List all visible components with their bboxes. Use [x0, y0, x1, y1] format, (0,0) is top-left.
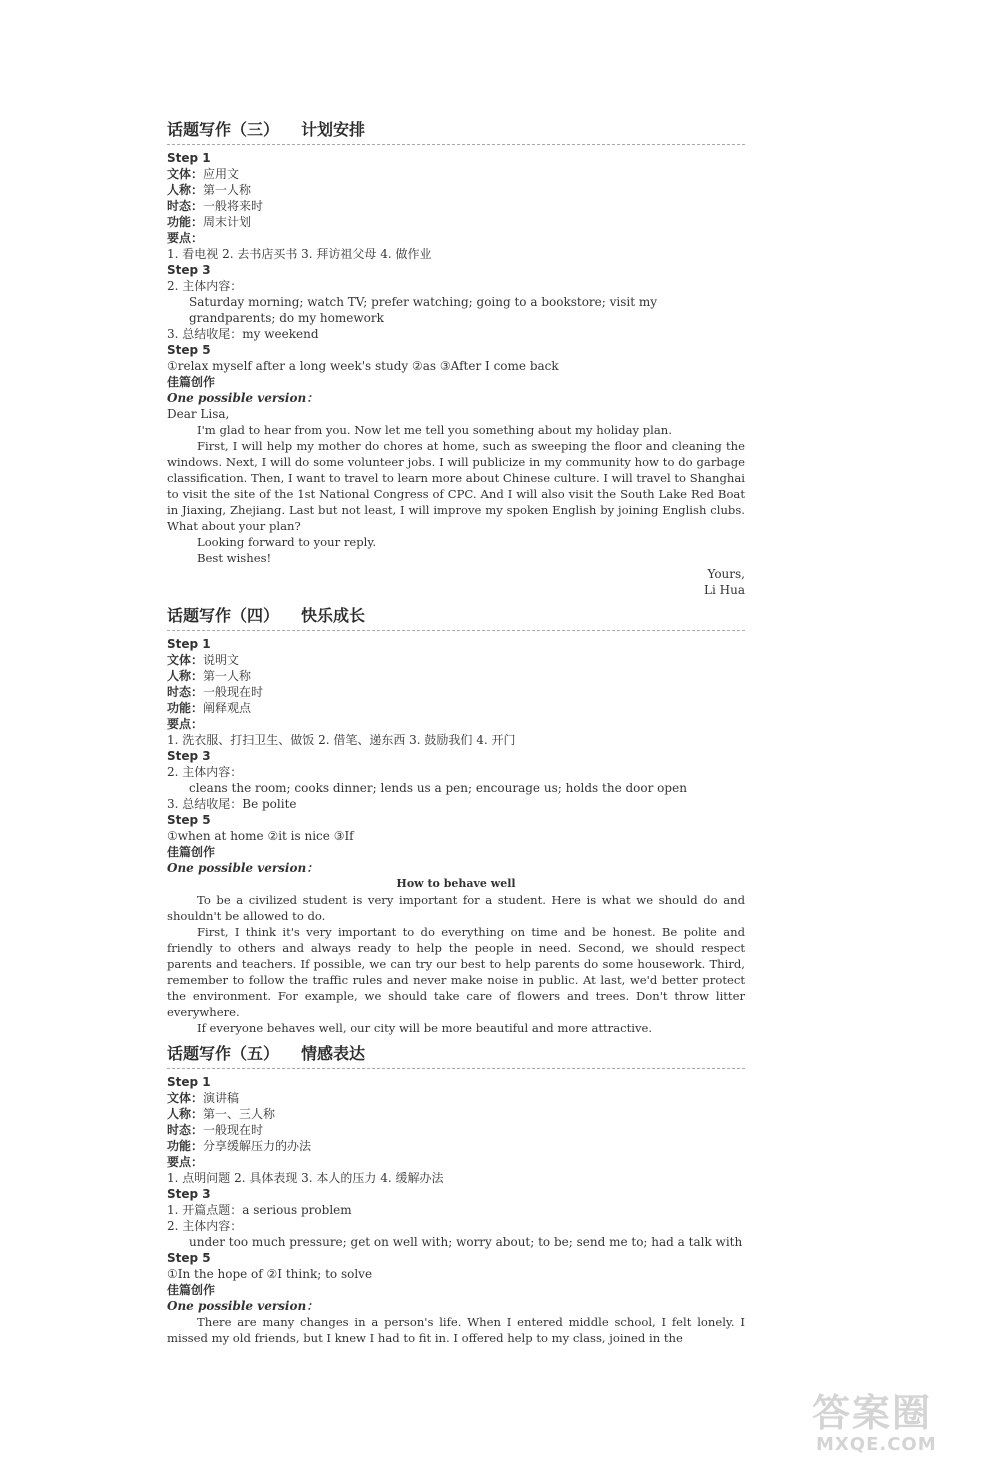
model-essay-label: 佳篇创作	[167, 1283, 216, 1297]
step-label: Step 3	[167, 263, 211, 277]
field-value: 第一、三人称	[203, 1107, 276, 1121]
step-label: Step 1	[167, 1075, 211, 1089]
section-3	[167, 112, 745, 598]
step5-answers: ①relax myself after a long week's study ②as ③After I come back	[167, 359, 559, 373]
main-content-label: 2. 主体内容：	[167, 1219, 243, 1233]
section-title	[167, 112, 745, 142]
field-value: 演讲稿	[203, 1091, 240, 1105]
field-label: 人称：	[167, 183, 204, 197]
letter-body	[167, 422, 745, 566]
divider	[167, 144, 745, 145]
version-label: One possible version：	[167, 391, 319, 405]
step5-answers: ①when at home ②it is nice ③If	[167, 829, 354, 843]
points-list: 1. 看电视 2. 去书店买书 3. 拜访祖父母 4. 做作业	[167, 247, 432, 261]
section-title	[167, 1036, 745, 1066]
section-number: 话题写作（五）	[167, 1044, 280, 1063]
field-label: 人称：	[167, 669, 204, 683]
field-label: 功能：	[167, 701, 204, 715]
step5-answers: ①In the hope of ②I think; to solve	[167, 1267, 373, 1281]
field-value: 一般现在时	[203, 1123, 264, 1137]
field-label: 文体：	[167, 1091, 204, 1105]
opening-line: 1. 开篇点题：a serious problem	[167, 1203, 352, 1217]
field-value: 分享缓解压力的办法	[203, 1139, 312, 1153]
divider	[167, 630, 745, 631]
section-number: 话题写作（三）	[167, 120, 280, 139]
field-label: 时态：	[167, 1123, 204, 1137]
step-label: Step 1	[167, 151, 211, 165]
paragraph: I'm glad to hear from you. Now let me tell you something about my holiday plan.	[197, 423, 672, 437]
paragraph: First, I will help my mother do chores at home, such as sweeping the floor and cleaning the windows. Next, I will do some volunteer jobs. I will publicize in my community how to do garbage classification. Then, I want to travel to learn more about Chinese culture. I will travel to Shanghai to visit the site of the 1st National Congress of CPC. And I will also visit the South Lake Red Boat in Jiaxing, Zhejiang. Last but not least, I will improve my spoken English by joining English clubs. What about your plan?	[167, 439, 745, 533]
paragraph: Looking forward to your reply.	[197, 535, 377, 549]
step-label: Step 3	[167, 1187, 211, 1201]
field-value: 第一人称	[203, 669, 252, 683]
model-essay-label: 佳篇创作	[167, 375, 216, 389]
paragraph: To be a civilized student is very important for a student. Here is what we should do and shouldn't be allowed to do.	[167, 893, 745, 923]
field-label: 文体：	[167, 653, 204, 667]
field-value: 一般现在时	[203, 685, 264, 699]
field-value: 周末计划	[203, 215, 252, 229]
divider	[167, 1068, 745, 1069]
points-label: 要点：	[167, 231, 204, 245]
main-content-line: under too much pressure; get on well with; worry about; to be; send me to; had a talk with	[189, 1235, 743, 1249]
points-label: 要点：	[167, 717, 204, 731]
field-value: 说明文	[203, 653, 240, 667]
summary-line: 3. 总结收尾：Be polite	[167, 797, 297, 811]
field-label: 时态：	[167, 685, 204, 699]
watermark	[812, 1392, 937, 1456]
points-list: 1. 洗衣服、打扫卫生、做饭 2. 借笔、递东西 3. 鼓励我们 4. 开门	[167, 733, 516, 747]
field-value: 应用文	[203, 167, 240, 181]
field-value: 一般将来时	[203, 199, 264, 213]
main-content-line: cleans the room; cooks dinner; lends us a pen; encourage us; holds the door open	[189, 781, 687, 795]
field-label: 功能：	[167, 1139, 204, 1153]
field-label: 文体：	[167, 167, 204, 181]
version-label: One possible version：	[167, 1299, 319, 1313]
main-content-label: 2. 主体内容：	[167, 279, 243, 293]
main-content-line: Saturday morning; watch TV; prefer watching; going to a bookstore; visit my	[189, 295, 658, 309]
paragraph: If everyone behaves well, our city will be more beautiful and more attractive.	[197, 1021, 653, 1035]
section-number: 话题写作（四）	[167, 606, 280, 625]
section-5	[167, 1036, 745, 1346]
step-label: Step 3	[167, 749, 211, 763]
step-label: Step 5	[167, 813, 211, 827]
watermark-url: MXQE.COM	[816, 1434, 937, 1455]
main-content-label: 2. 主体内容：	[167, 765, 243, 779]
paragraph: First, I think it's very important to do everything on time and be honest. Be polite and friendly to others and always ready to help the people in need. Second, we should respect parents and teachers. If possible, we can try our best to help parents do some housework. Third, remember to follow the traffic rules and never make noise in public. At last, we'd better protect the environment. For example, we should take care of flowers and trees. Don't throw litter everywhere.	[167, 925, 745, 1019]
main-content-line: grandparents; do my homework	[189, 311, 384, 325]
page	[167, 112, 745, 1346]
points-list: 1. 点明问题 2. 具体表现 3. 本人的压力 4. 缓解办法	[167, 1171, 444, 1185]
letter-closing: Yours,	[707, 567, 745, 581]
essay-title: How to behave well	[396, 877, 516, 890]
step-label: Step 5	[167, 1251, 211, 1265]
field-label: 时态：	[167, 199, 204, 213]
field-value: 阐释观点	[203, 701, 252, 715]
section-topic: 快乐成长	[301, 606, 366, 625]
letter-signature: Li Hua	[704, 583, 745, 597]
paragraph: Best wishes!	[197, 551, 272, 565]
section-title	[167, 598, 745, 628]
summary-line: 3. 总结收尾：my weekend	[167, 327, 319, 341]
section-topic: 计划安排	[301, 120, 366, 139]
field-label: 人称：	[167, 1107, 204, 1121]
points-label: 要点：	[167, 1155, 204, 1169]
watermark-text: 答案圈	[812, 1391, 933, 1435]
model-essay-label: 佳篇创作	[167, 845, 216, 859]
step-label: Step 1	[167, 637, 211, 651]
section-4	[167, 598, 745, 1036]
paragraph: There are many changes in a person's life. When I entered middle school, I felt lonely. I missed my old friends, but I knew I had to fit in. I offered help to my class, joined in the	[167, 1315, 745, 1345]
field-value: 第一人称	[203, 183, 252, 197]
step-label: Step 5	[167, 343, 211, 357]
essay-body	[167, 1314, 745, 1346]
version-label: One possible version：	[167, 861, 319, 875]
letter-greeting: Dear Lisa,	[167, 407, 230, 421]
section-topic: 情感表达	[301, 1044, 366, 1063]
field-label: 功能：	[167, 215, 204, 229]
essay-body	[167, 892, 745, 1036]
